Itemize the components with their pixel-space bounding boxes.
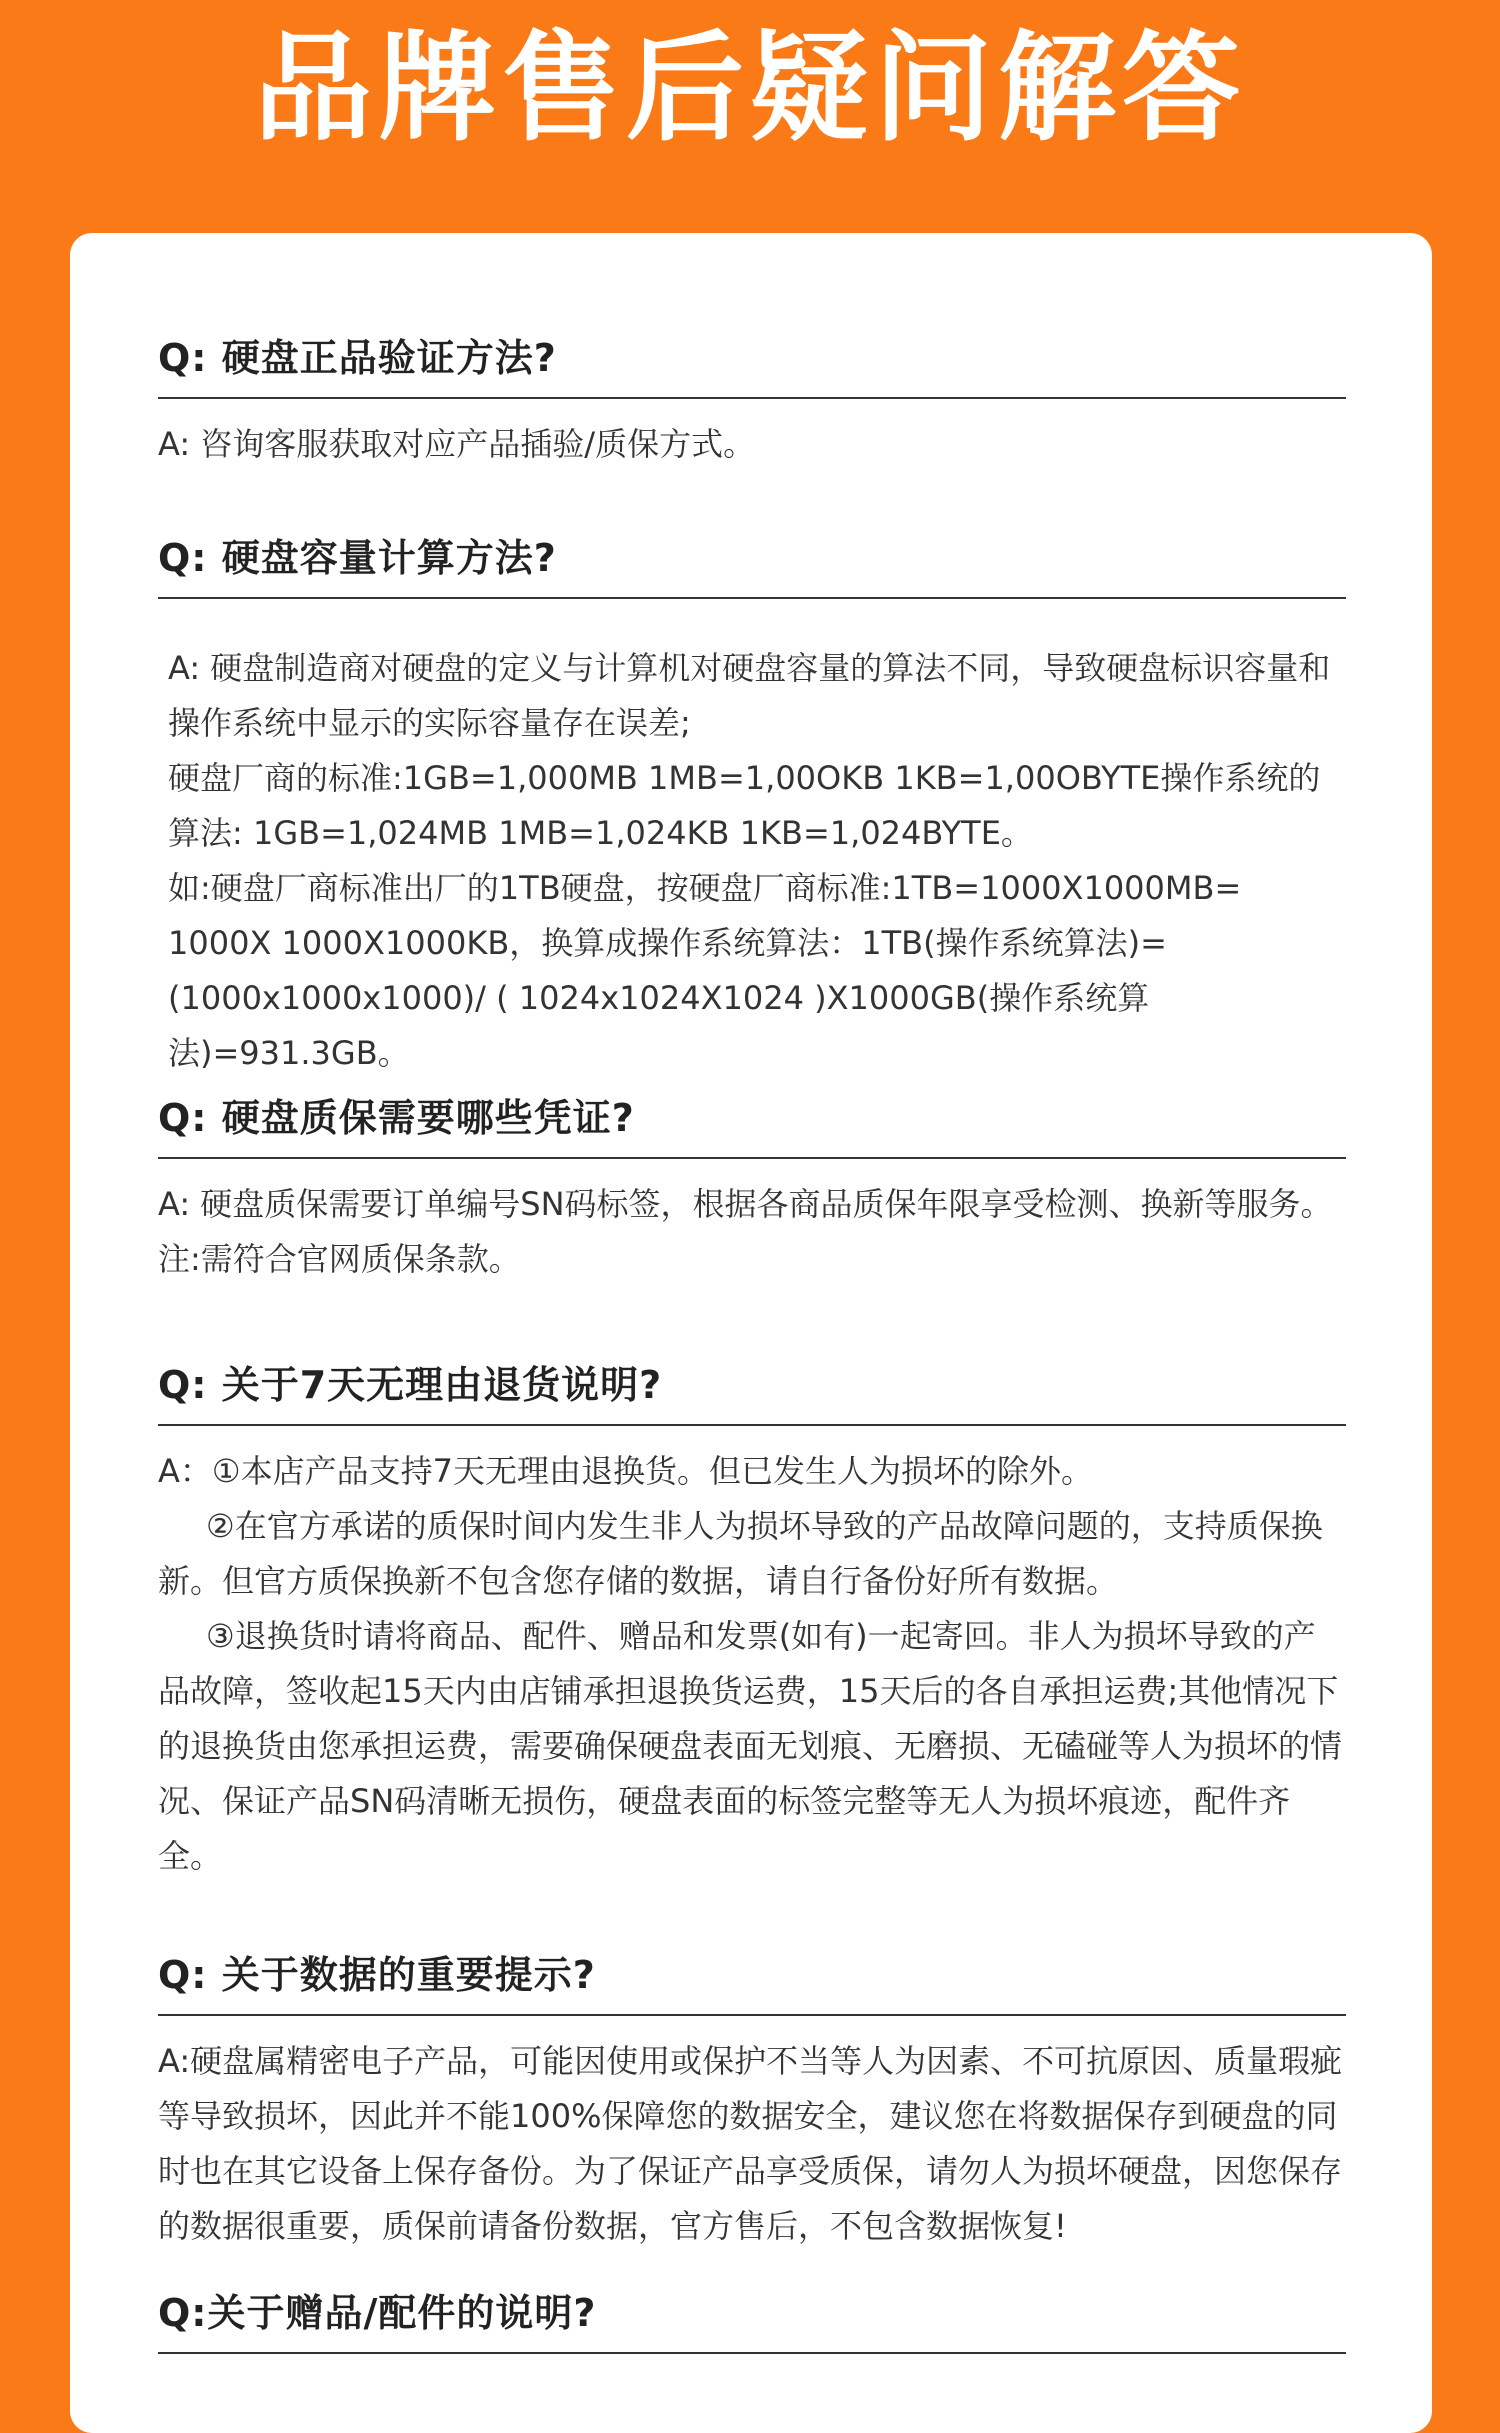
faq-answer [158, 1177, 1346, 1287]
faq-question: Q: 关于数据的重要提示? [158, 1950, 1346, 2016]
answer-paragraph: A: 硬盘制造商对硬盘的定义与计算机对硬盘容量的算法不同，导致硬盘标识容量和操作系统中显示的实际容量存在误差; [168, 649, 1331, 742]
answer-paragraph: A:硬盘属精密电子产品，可能因使用或保护不当等人为因素、不可抗原因、质量瑕疵等导致损坏，因此并不能100%保障您的数据安全，建议您在将数据保存到硬盘的同时也在其它设备上保存备份。为了保证产品享受质保，请勿人为损坏硬盘，因您保存的数据很重要，质保前请备份数据，官方售后，不包含数据恢复! [158, 2042, 1343, 2245]
answer-paragraph: 如:硬盘厂商标准出厂的1TB硬盘，按硬盘厂商标准:1TB=1000X1000MB= 1000X 1000X1000KB，换算成操作系统算法：1TB(操作系统算法)=(1000x1000x1000)/ ( 1024x1024X1024 )X1000GB(操作系统算法)=931.3GB。 [168, 869, 1242, 1072]
answer-paragraph: 硬盘厂商的标准:1GB=1,000MB 1MB=1,00OKB 1KB=1,00OBYTE操作系统的算法: 1GB=1,024MB 1MB=1,024KB 1KB=1,024BYTE。 [168, 759, 1321, 852]
faq-item-authenticity [158, 333, 1346, 472]
faq-question: Q: 关于7天无理由退货说明? [158, 1360, 1346, 1426]
faq-item-data-notice [158, 1950, 1346, 2254]
faq-answer [158, 417, 1346, 472]
faq-answer [168, 641, 1346, 1081]
faq-item-return-policy [158, 1360, 1346, 1884]
faq-item-capacity [158, 533, 1346, 1081]
faq-answer [158, 2034, 1346, 2254]
faq-question: Q: 硬盘质保需要哪些凭证? [158, 1093, 1346, 1159]
answer-paragraph: A: 咨询客服获取对应产品插验/质保方式。 [158, 425, 756, 463]
faq-answer [158, 1444, 1346, 1884]
faq-card [70, 233, 1432, 2433]
answer-paragraph: ②在官方承诺的质保时间内发生非人为损坏导致的产品故障问题的，支持质保换新。但官方质保换新不包含您存储的数据，请自行备份好所有数据。 [158, 1507, 1323, 1600]
faq-item-gifts [158, 2288, 1346, 2354]
faq-item-warranty-proof [158, 1093, 1346, 1287]
faq-question: Q: 硬盘容量计算方法? [158, 533, 1346, 599]
page-title: 品牌售后疑问解答 [253, 19, 1246, 157]
answer-paragraph: A: 硬盘质保需要订单编号SN码标签，根据各商品质保年限享受检测、换新等服务。注:需符合官网质保条款。 [158, 1185, 1333, 1278]
faq-question: Q:关于赠品/配件的说明? [158, 2288, 1346, 2354]
answer-paragraph: A：①本店产品支持7天无理由退换货。但已发生人为损坏的除外。 [158, 1452, 1093, 1490]
answer-paragraph: ③退换货时请将商品、配件、赠品和发票(如有)一起寄回。非人为损坏导致的产品故障，签收起15天内由店铺承担退换货运费，15天后的各自承担运费;其他情况下的退换货由您承担运费，需要确保硬盘表面无划痕、无磨损、无磕碰等人为损坏的情况、保证产品SN码清晰无损伤，硬盘表面的标签完整等无人为损坏痕迹，配件齐全。 [158, 1617, 1343, 1875]
faq-question: Q: 硬盘正品验证方法? [158, 333, 1346, 399]
